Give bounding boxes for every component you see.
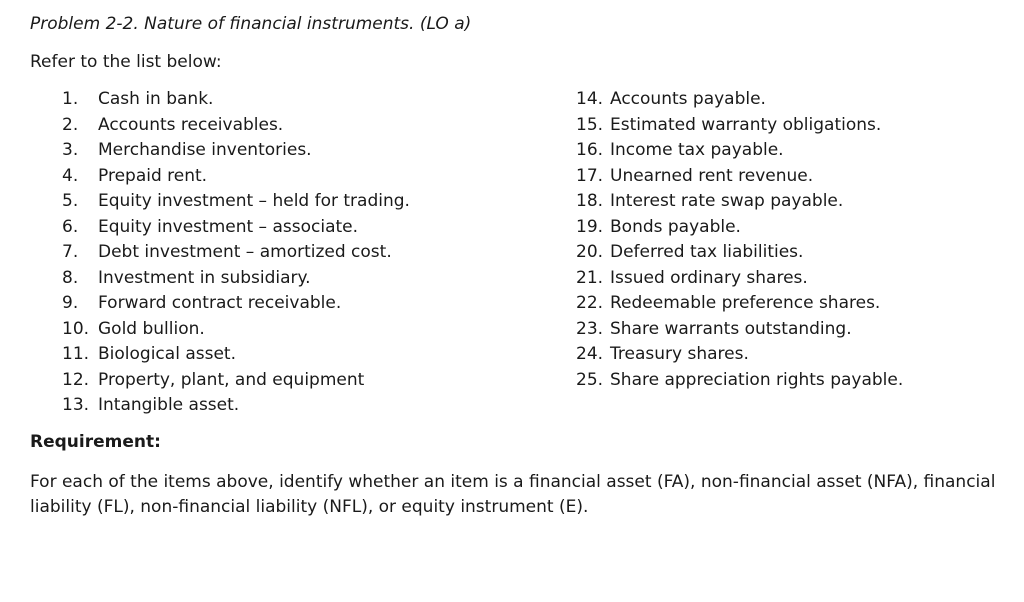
problem-title: Problem 2-2. Nature of financial instruments. (LO a) bbox=[30, 14, 472, 34]
item-number: 5. bbox=[62, 191, 79, 211]
item-text: Treasury shares. bbox=[610, 344, 749, 364]
item-text: Accounts payable. bbox=[610, 89, 766, 109]
item-list-left bbox=[62, 89, 410, 421]
list-item bbox=[62, 217, 410, 243]
list-item bbox=[62, 268, 410, 294]
list-item bbox=[576, 242, 903, 268]
intro-text: Refer to the list below: bbox=[30, 52, 222, 72]
item-text: Investment in subsidiary. bbox=[98, 267, 311, 288]
item-text: Estimated warranty obligations. bbox=[610, 114, 882, 135]
item-number: 9. bbox=[62, 293, 79, 313]
list-item bbox=[62, 140, 410, 166]
list-item bbox=[576, 370, 903, 396]
item-number: 6. bbox=[62, 216, 79, 237]
item-number: 7. bbox=[62, 242, 79, 262]
list-item bbox=[62, 115, 410, 141]
item-number: 3. bbox=[62, 140, 79, 160]
item-text: Accounts receivables. bbox=[98, 114, 284, 135]
item-number: 13. bbox=[62, 395, 90, 415]
item-number: 4. bbox=[62, 165, 79, 186]
item-text: Share appreciation rights payable. bbox=[610, 369, 904, 390]
item-text: Cash in bank. bbox=[98, 89, 214, 109]
item-number: 24. bbox=[576, 344, 604, 364]
list-item bbox=[62, 319, 410, 345]
list-item bbox=[62, 344, 410, 370]
item-text: Gold bullion. bbox=[98, 318, 205, 339]
item-number: 22. bbox=[576, 293, 604, 313]
item-number: 15. bbox=[576, 114, 604, 135]
item-text: Intangible asset. bbox=[98, 395, 240, 415]
item-list-right bbox=[576, 89, 903, 395]
item-text: Equity investment – associate. bbox=[98, 216, 359, 237]
list-item bbox=[62, 89, 410, 115]
list-item bbox=[62, 242, 410, 268]
item-text: Forward contract receivable. bbox=[98, 293, 342, 313]
item-text: Equity investment – held for trading. bbox=[98, 191, 410, 211]
list-item bbox=[62, 293, 410, 319]
item-text: Unearned rent revenue. bbox=[610, 165, 814, 186]
list-item bbox=[576, 217, 903, 243]
item-number: 8. bbox=[62, 267, 79, 288]
list-item bbox=[576, 115, 903, 141]
item-number: 2. bbox=[62, 114, 79, 135]
list-item bbox=[62, 395, 410, 421]
item-number: 18. bbox=[576, 191, 604, 211]
item-number: 20. bbox=[576, 242, 604, 262]
list-item bbox=[576, 166, 903, 192]
item-text: Biological asset. bbox=[98, 344, 236, 364]
list-item bbox=[62, 191, 410, 217]
item-number: 10. bbox=[62, 318, 90, 339]
item-number: 23. bbox=[576, 318, 604, 339]
item-number: 17. bbox=[576, 165, 604, 186]
item-number: 14. bbox=[576, 89, 604, 109]
item-number: 12. bbox=[62, 369, 90, 390]
list-item bbox=[576, 319, 903, 345]
item-text: Prepaid rent. bbox=[98, 165, 208, 186]
item-text: Merchandise inventories. bbox=[98, 140, 312, 160]
item-number: 25. bbox=[576, 369, 604, 390]
item-text: Share warrants outstanding. bbox=[610, 318, 852, 339]
item-text: Interest rate swap payable. bbox=[610, 191, 844, 211]
item-text: Income tax payable. bbox=[610, 140, 784, 160]
list-item bbox=[576, 293, 903, 319]
item-text: Property, plant, and equipment bbox=[98, 369, 365, 390]
item-number: 16. bbox=[576, 140, 604, 160]
item-text: Debt investment – amortized cost. bbox=[98, 242, 392, 262]
item-number: 11. bbox=[62, 344, 90, 364]
list-item bbox=[62, 370, 410, 396]
list-item bbox=[576, 140, 903, 166]
item-number: 19. bbox=[576, 216, 604, 237]
item-number: 21. bbox=[576, 267, 604, 288]
list-item bbox=[576, 344, 903, 370]
list-item bbox=[576, 191, 903, 217]
item-number: 1. bbox=[62, 89, 79, 109]
item-text: Redeemable preference shares. bbox=[610, 293, 881, 313]
list-item bbox=[576, 268, 903, 294]
item-text: Issued ordinary shares. bbox=[610, 267, 808, 288]
item-text: Deferred tax liabilities. bbox=[610, 242, 804, 262]
requirement-text: For each of the items above, identify whether an item is a financial asset (FA), non-financial asset (NFA), financial liability (FL), non-financial liability (NFL), or equity instrument (E). bbox=[30, 472, 996, 517]
item-text: Bonds payable. bbox=[610, 216, 741, 237]
list-item bbox=[576, 89, 903, 115]
requirement-heading: Requirement: bbox=[30, 432, 161, 452]
list-item bbox=[62, 166, 410, 192]
